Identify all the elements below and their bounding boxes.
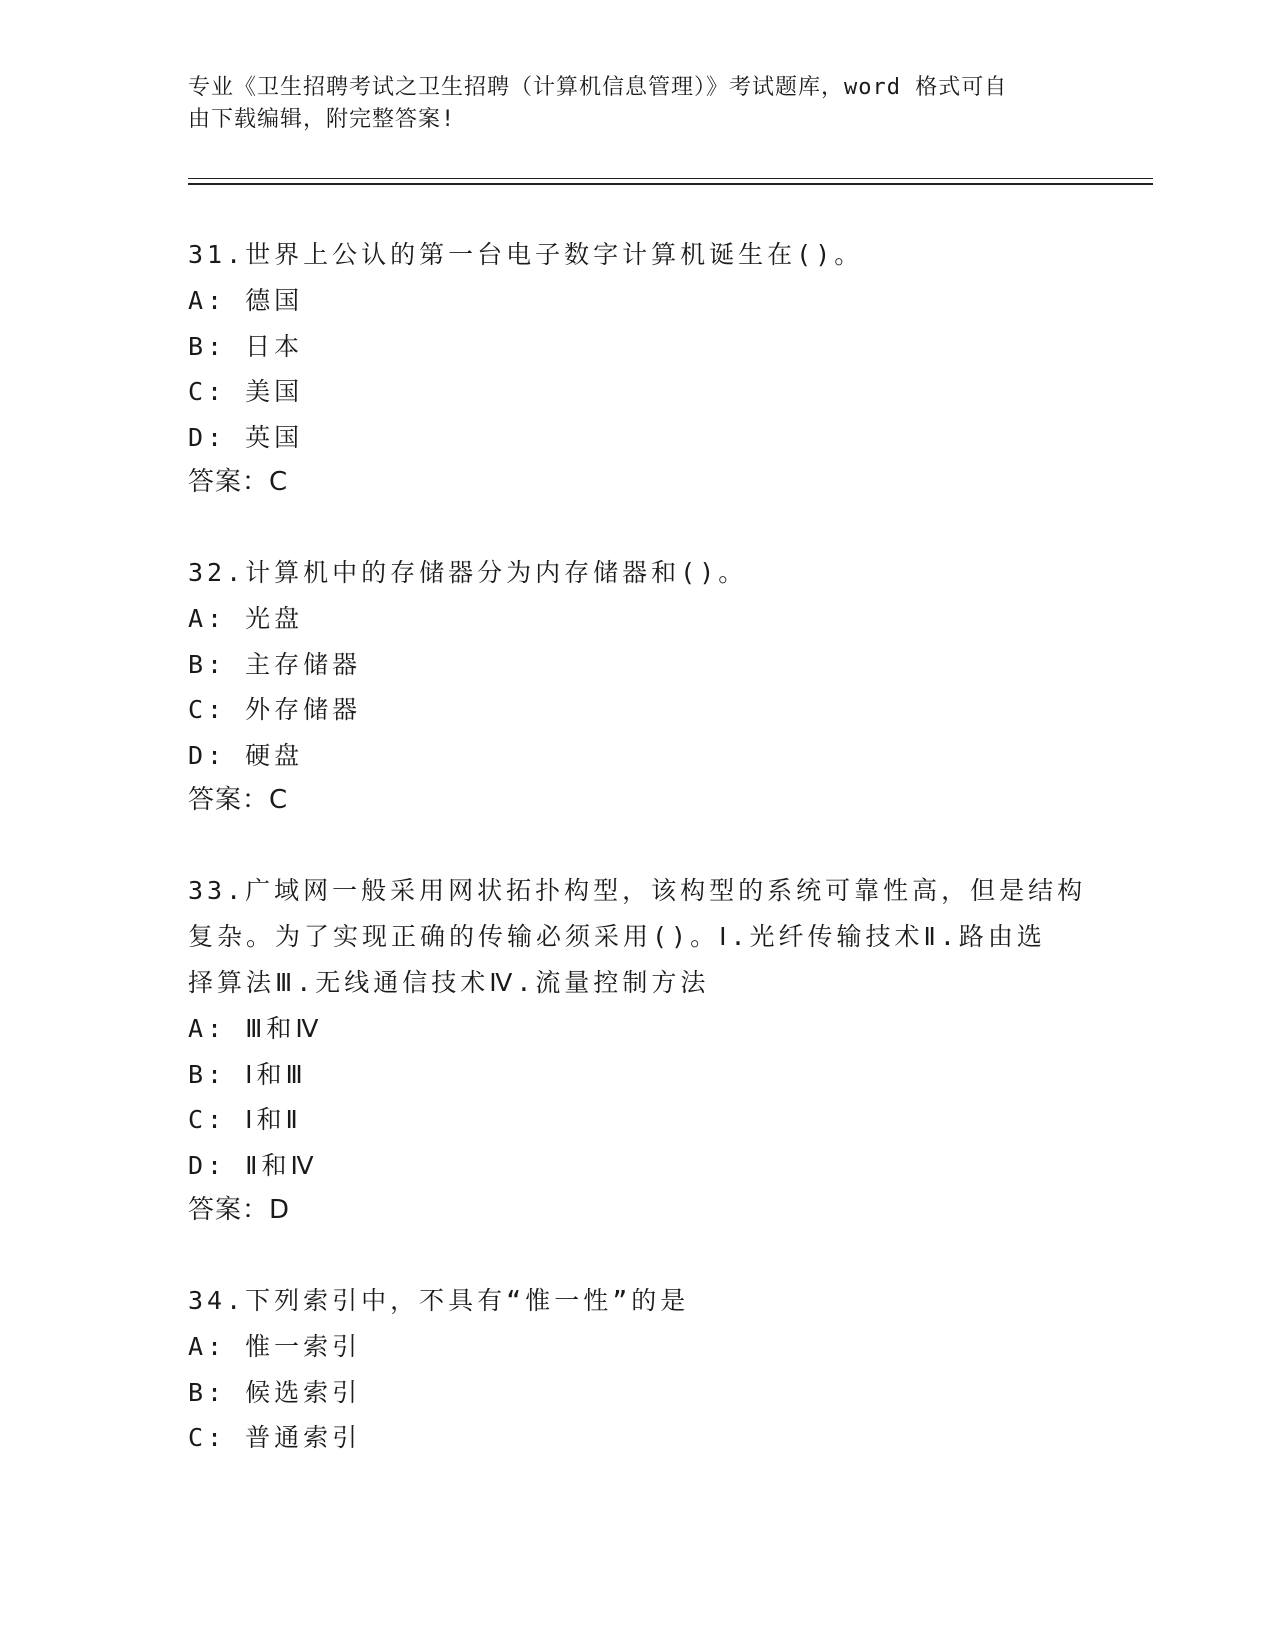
question-stem: 复杂。为了实现正确的传输必须采用()。Ⅰ.光纤传输技术Ⅱ.路由选	[188, 922, 1046, 951]
question-stem: 择算法Ⅲ.无线通信技术Ⅳ.流量控制方法	[188, 968, 710, 997]
question-list	[188, 232, 1088, 1461]
header-line-1: 专业《卫生招聘考试之卫生招聘（计算机信息管理）》考试题库，word 格式可自	[188, 75, 1008, 100]
answer-option: D: Ⅱ和Ⅳ	[188, 1150, 318, 1180]
answer-option: A: Ⅲ和Ⅳ	[188, 1014, 323, 1043]
answer-key: 答案：D	[188, 1195, 291, 1225]
answer-option: D: 硬盘	[188, 740, 304, 770]
answer-option: A: 光盘	[188, 604, 304, 633]
question-spacer	[188, 823, 1088, 868]
answer-option: C: Ⅰ和Ⅱ	[188, 1105, 302, 1134]
answer-option: A: 德国	[188, 286, 304, 315]
answer-option: B: 候选索引	[188, 1377, 362, 1407]
document-header	[188, 72, 1068, 136]
header-divider-thin	[188, 178, 1153, 179]
header-divider-thick	[188, 183, 1153, 185]
question-block	[188, 232, 1088, 505]
answer-key: 答案：C	[188, 467, 289, 497]
question-stem: 33.广域网一般采用网状拓扑构型，该构型的系统可靠性高，但是结构	[188, 876, 1087, 905]
question-block	[188, 1278, 1088, 1461]
answer-key: 答案：C	[188, 785, 289, 815]
answer-option: C: 外存储器	[188, 695, 362, 724]
question-block	[188, 550, 1088, 823]
header-line-2: 由下载编辑，附完整答案!	[188, 107, 456, 132]
question-block	[188, 868, 1088, 1233]
question-stem: 34.下列索引中，不具有“惟一性”的是	[188, 1286, 690, 1315]
question-stem: 31.世界上公认的第一台电子数字计算机诞生在()。	[188, 240, 864, 269]
answer-option: B: 日本	[188, 331, 304, 361]
question-spacer	[188, 505, 1088, 550]
answer-option: D: 英国	[188, 422, 304, 452]
answer-option: B: 主存储器	[188, 649, 362, 679]
answer-option: B: Ⅰ和Ⅲ	[188, 1059, 307, 1089]
answer-option: C: 美国	[188, 377, 304, 406]
answer-option: A: 惟一索引	[188, 1332, 362, 1361]
question-stem: 32.计算机中的存储器分为内存储器和()。	[188, 558, 748, 587]
question-spacer	[188, 1233, 1088, 1278]
answer-option: C: 普通索引	[188, 1423, 362, 1452]
